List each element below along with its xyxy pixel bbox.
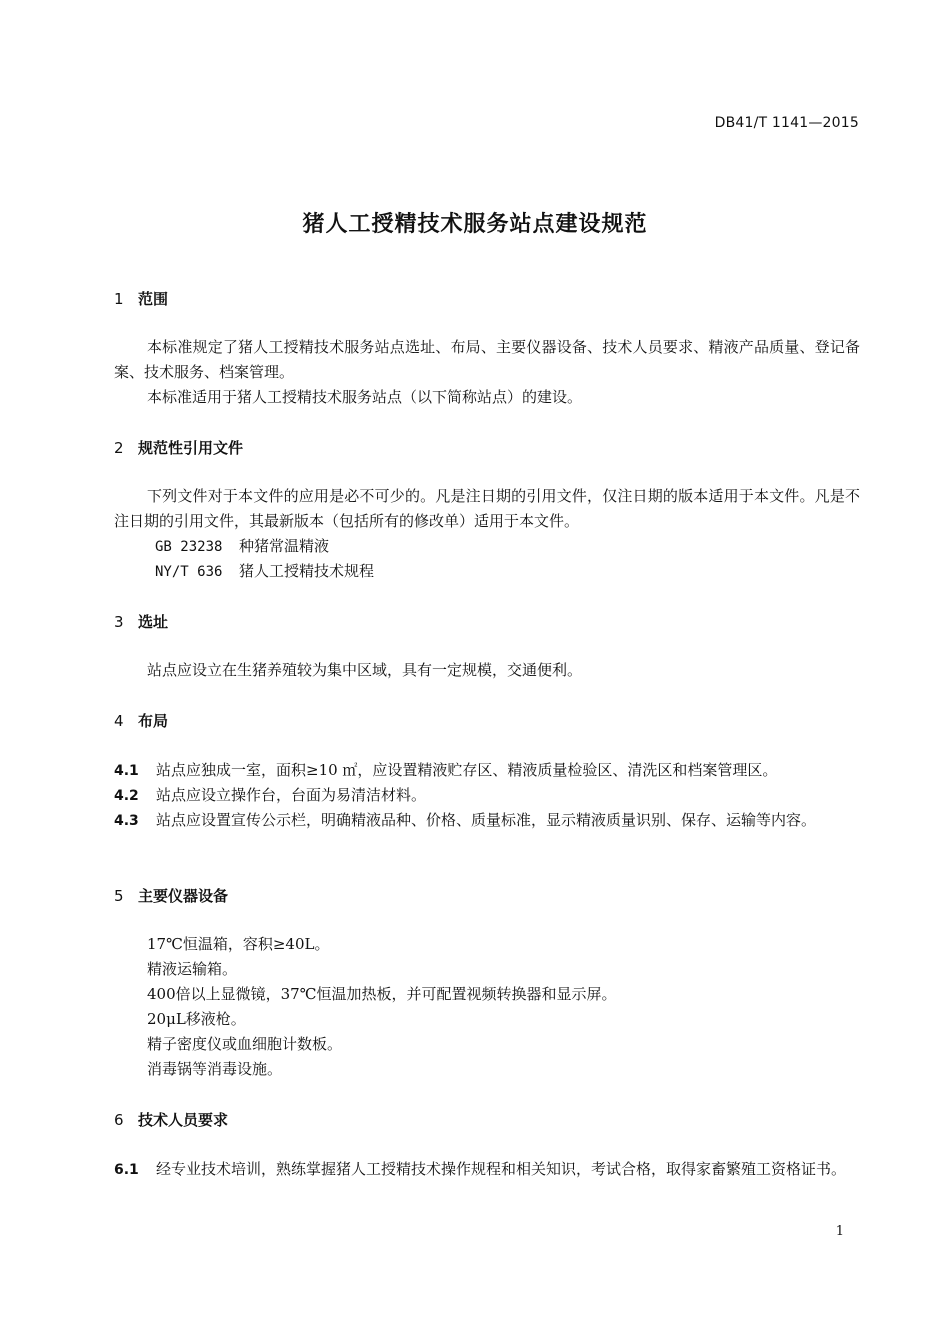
section-heading-5 bbox=[114, 886, 228, 906]
document-title: 猪人工授精技术服务站点建设规范 bbox=[302, 212, 648, 237]
section-number: 3 bbox=[114, 613, 124, 631]
clause-text: 经专业技术培训，熟练掌握猪人工授精技术操作规程和相关知识，考试合格，取得家畜繁殖工资格证书。 bbox=[156, 1160, 847, 1178]
page-number: 1 bbox=[835, 1224, 844, 1239]
clause-number: 4.3 bbox=[114, 813, 139, 829]
clause-4-1 bbox=[114, 758, 860, 784]
reference-name: 猪人工授精技术规程 bbox=[239, 562, 375, 580]
clause-text: 站点应设置宣传公示栏，明确精液品种、价格、质量标准，显示精液质量识别、保存、运输等内容。 bbox=[156, 811, 817, 829]
section-heading-2 bbox=[114, 438, 243, 458]
section-1-paragraph-1: 本标准规定了猪人工授精技术服务站点选址、布局、主要仪器设备、技术人员要求、精液产品质量、登记备案、技术服务、档案管理。 bbox=[114, 338, 860, 381]
section-number: 6 bbox=[114, 1111, 124, 1129]
equipment-item: 消毒锅等消毒设施。 bbox=[147, 1060, 283, 1078]
section-number: 5 bbox=[114, 887, 124, 905]
section-heading-4 bbox=[114, 711, 168, 731]
section-heading-3 bbox=[114, 612, 168, 632]
clause-text: 站点应独成一室，面积≥10 ㎡，应设置精液贮存区、精液质量检验区、清洗区和档案管理区。 bbox=[156, 761, 778, 779]
section-title: 技术人员要求 bbox=[138, 1111, 229, 1129]
clause-number: 6.1 bbox=[114, 1162, 139, 1178]
section-1-paragraph-2: 本标准适用于猪人工授精技术服务站点（以下简称站点）的建设。 bbox=[147, 388, 583, 406]
equipment-item: 400倍以上显微镜，37℃恒温加热板，并可配置视频转换器和显示屏。 bbox=[147, 985, 617, 1003]
clause-number: 4.1 bbox=[114, 763, 139, 779]
section-number: 1 bbox=[114, 290, 124, 308]
section-number: 4 bbox=[114, 712, 124, 730]
clause-number: 4.2 bbox=[114, 788, 139, 804]
reference-code: GB 23238 bbox=[155, 539, 223, 555]
section-2-paragraph-1: 下列文件对于本文件的应用是必不可少的。凡是注日期的引用文件，仅注日期的版本适用于本文件。凡是不注日期的引用文件，其最新版本（包括所有的修改单）适用于本文件。 bbox=[114, 487, 860, 530]
section-title: 选址 bbox=[138, 613, 169, 631]
reference-item bbox=[155, 559, 374, 585]
equipment-item: 20μL移液枪。 bbox=[147, 1010, 246, 1028]
reference-item bbox=[155, 534, 329, 560]
clause-6-1 bbox=[114, 1157, 860, 1183]
section-heading-1 bbox=[114, 289, 168, 309]
section-title: 主要仪器设备 bbox=[138, 887, 229, 905]
clause-text: 站点应设立操作台，台面为易清洁材料。 bbox=[156, 786, 427, 804]
section-title: 规范性引用文件 bbox=[138, 439, 244, 457]
section-title: 布局 bbox=[138, 712, 169, 730]
section-heading-6 bbox=[114, 1110, 228, 1130]
reference-name: 种猪常温精液 bbox=[239, 537, 330, 555]
section-3-paragraph-1: 站点应设立在生猪养殖较为集中区域，具有一定规模，交通便利。 bbox=[147, 661, 583, 679]
equipment-item: 17℃恒温箱，容积≥40L。 bbox=[147, 935, 330, 953]
standard-code: DB41/T 1141—2015 bbox=[714, 115, 859, 131]
section-title: 范围 bbox=[138, 290, 169, 308]
equipment-item: 精子密度仪或血细胞计数板。 bbox=[147, 1035, 343, 1053]
equipment-item: 精液运输箱。 bbox=[147, 960, 238, 978]
clause-4-3 bbox=[114, 808, 860, 834]
clause-4-2 bbox=[114, 783, 860, 809]
reference-code: NY/T 636 bbox=[155, 564, 223, 580]
section-number: 2 bbox=[114, 439, 124, 457]
